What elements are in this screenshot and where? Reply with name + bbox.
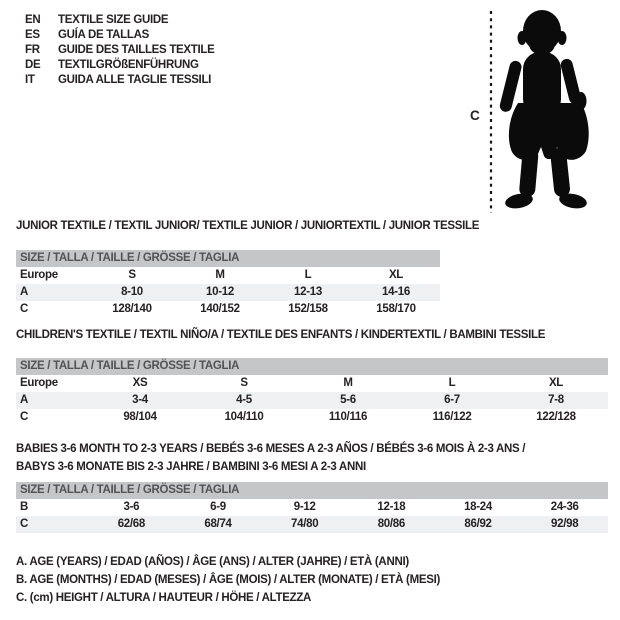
- toddler-silhouette-icon: [460, 5, 620, 217]
- junior-table: [16, 250, 440, 318]
- age-cell: 12-13: [294, 286, 322, 298]
- size-cell: XS: [132, 377, 148, 389]
- language-row-it: [25, 73, 215, 88]
- table-row-months: [16, 499, 608, 516]
- height-cell: 86/92: [464, 518, 492, 530]
- children-table-title: CHILDREN'S TEXTILE / TEXTIL NIÑO/A / TEXTILE DES ENFANTS / KINDERTEXTIL / BAMBINI TESSILE: [16, 329, 546, 341]
- height-cell: 152/158: [288, 303, 328, 315]
- size-header-bar: SIZE / TALLA / TAILLE / GRÖSSE / TAGLIA: [16, 482, 608, 499]
- language-row-de: [25, 58, 215, 73]
- size-cell: M: [215, 269, 225, 281]
- babies-table-title: [16, 440, 525, 476]
- height-cell: 68/74: [204, 518, 232, 530]
- size-cell: L: [304, 269, 312, 281]
- months-cell: 18-24: [464, 501, 492, 513]
- language-row-es: [25, 28, 215, 43]
- language-label: TEXTILE SIZE GUIDE: [58, 14, 169, 26]
- row-label: C: [20, 303, 29, 315]
- age-cell: 6-7: [444, 394, 460, 406]
- children-table: [16, 358, 608, 426]
- size-cell: S: [128, 269, 136, 281]
- height-cell: 140/152: [200, 303, 240, 315]
- table-row-europe: [16, 267, 440, 284]
- age-cell: 5-6: [340, 394, 356, 406]
- row-label: C: [20, 411, 29, 423]
- size-cell: XL: [548, 377, 564, 389]
- height-cell: 116/122: [432, 411, 472, 423]
- height-cell: 98/104: [123, 411, 157, 423]
- size-cell: M: [343, 377, 353, 389]
- months-cell: 24-36: [550, 501, 579, 513]
- legend: [16, 553, 440, 607]
- height-cell: 92/98: [551, 518, 579, 530]
- height-cell: 104/110: [224, 411, 264, 423]
- language-row-fr: [25, 43, 215, 58]
- months-cell: 6-9: [210, 501, 226, 513]
- legend-line-b: B. AGE (MONTHS) / EDAD (MESES) / ÂGE (MOIS) / ALTER (MONATE) / ETÀ (MESI): [16, 574, 441, 586]
- months-cell: 9-12: [293, 501, 316, 513]
- age-cell: 10-12: [206, 286, 234, 298]
- legend-line-c: C. (cm) HEIGHT / ALTURA / HAUTEUR / HÖHE / ALTEZZA: [16, 592, 312, 604]
- height-cell: 62/68: [117, 518, 145, 530]
- size-cell: S: [240, 377, 248, 389]
- size-cell: XL: [388, 269, 404, 281]
- language-code: EN: [25, 14, 41, 26]
- age-cell: 14-16: [382, 286, 410, 298]
- row-label: C: [20, 518, 29, 530]
- language-code: IT: [25, 74, 35, 86]
- row-label: A: [20, 394, 29, 406]
- table-row-height: [16, 409, 608, 426]
- height-cell: 128/140: [112, 303, 152, 315]
- height-cell: 122/128: [536, 411, 576, 423]
- language-label: TEXTILGRÖßENFÜHRUNG: [58, 59, 199, 71]
- age-cell: 4-5: [236, 394, 252, 406]
- row-label: B: [20, 501, 29, 513]
- junior-table-title: JUNIOR TEXTILE / TEXTIL JUNIOR/ TEXTILE JUNIOR / JUNIORTEXTIL / JUNIOR TESSILE: [16, 220, 480, 232]
- height-cell: 110/116: [328, 411, 368, 423]
- row-label: Europe: [20, 377, 58, 389]
- language-list: [25, 13, 215, 88]
- language-label: GUÍA DE TALLAS: [58, 29, 149, 41]
- size-cell: L: [448, 377, 456, 389]
- table-row-age: [16, 284, 440, 301]
- language-code: FR: [25, 44, 40, 56]
- height-cell: 74/80: [291, 518, 319, 530]
- row-label: A: [20, 286, 29, 298]
- age-cell: 7-8: [548, 394, 564, 406]
- height-measure-label: C: [470, 108, 480, 123]
- age-cell: 8-10: [121, 286, 143, 298]
- size-header-bar: SIZE / TALLA / TAILLE / GRÖSSE / TAGLIA: [16, 358, 608, 375]
- size-header-bar: SIZE / TALLA / TAILLE / GRÖSSE / TAGLIA: [16, 250, 440, 267]
- months-cell: 3-6: [123, 501, 140, 513]
- table-row-height: [16, 301, 440, 318]
- babies-title-line2: BABYS 3-6 MONATE BIS 2-3 JAHRE / BAMBINI 3-6 MESI A 2-3 ANNI: [16, 461, 366, 473]
- babies-table: [16, 482, 608, 533]
- height-cell: 80/86: [377, 518, 405, 530]
- language-label: GUIDA ALLE TAGLIE TESSILI: [58, 74, 212, 86]
- months-cell: 12-18: [377, 501, 406, 513]
- language-row-en: [25, 13, 215, 28]
- height-cell: 158/170: [376, 303, 416, 315]
- row-label: Europe: [20, 269, 58, 281]
- language-code: DE: [25, 59, 41, 71]
- age-cell: 3-4: [132, 394, 148, 406]
- babies-title-line1: BABIES 3-6 MONTH TO 2-3 YEARS / BEBÉS 3-6 MESES A 2-3 AÑOS / BÉBÉS 3-6 MOIS À 2-3 ANS /: [16, 443, 526, 455]
- table-row-age: [16, 392, 608, 409]
- table-row-europe: [16, 375, 608, 392]
- language-code: ES: [25, 29, 40, 41]
- legend-line-a: A. AGE (YEARS) / EDAD (AÑOS) / ÂGE (ANS) / ALTER (JAHRE) / ETÀ (ANNI): [16, 556, 409, 568]
- table-row-height: [16, 516, 608, 533]
- language-label: GUIDE DES TAILLES TEXTILE: [58, 44, 215, 56]
